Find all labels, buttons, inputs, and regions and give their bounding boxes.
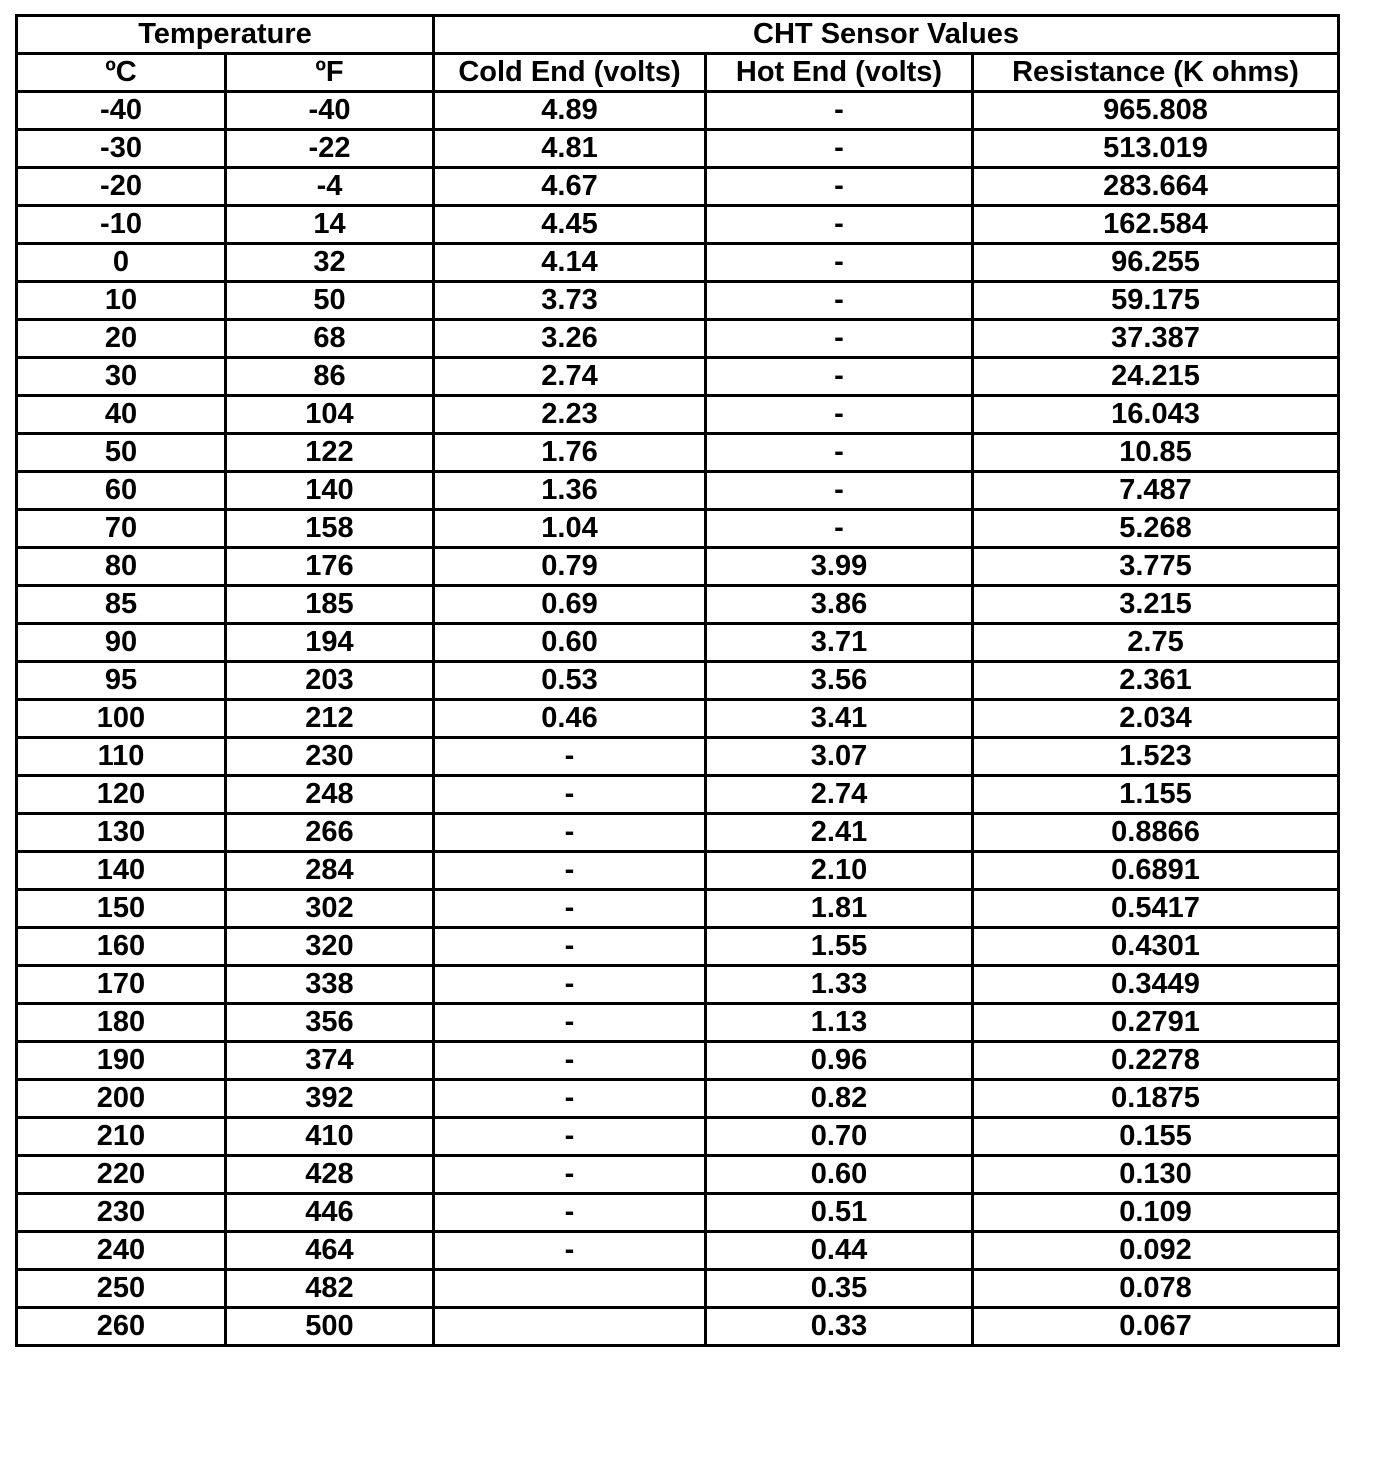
- fahrenheit-cell: 212: [226, 700, 434, 738]
- resistance-cell: 0.1875: [973, 1080, 1339, 1118]
- cold-end-volts-cell: 1.76: [434, 434, 706, 472]
- hot-end-volts-cell: 2.10: [706, 852, 973, 890]
- fahrenheit-cell: 176: [226, 548, 434, 586]
- celsius-cell: 60: [17, 472, 226, 510]
- hot-end-volts-cell: 3.56: [706, 662, 973, 700]
- resistance-cell: 0.067: [973, 1308, 1339, 1346]
- cold-end-volts-cell: -: [434, 890, 706, 928]
- fahrenheit-column-header: ºF: [226, 54, 434, 92]
- hot-end-volts-cell: 0.70: [706, 1118, 973, 1156]
- fahrenheit-cell: 158: [226, 510, 434, 548]
- hot-end-volts-cell: 0.35: [706, 1270, 973, 1308]
- fahrenheit-cell: 320: [226, 928, 434, 966]
- celsius-cell: 260: [17, 1308, 226, 1346]
- resistance-cell: 2.361: [973, 662, 1339, 700]
- fahrenheit-cell: 14: [226, 206, 434, 244]
- hot-end-volts-cell: 0.33: [706, 1308, 973, 1346]
- cold-end-volts-cell: [434, 1270, 706, 1308]
- cold-end-volts-cell: 1.04: [434, 510, 706, 548]
- cold-end-volts-cell: 3.73: [434, 282, 706, 320]
- table-row: [17, 548, 1339, 586]
- table-row: [17, 814, 1339, 852]
- fahrenheit-cell: -40: [226, 92, 434, 130]
- celsius-column-header: ºC: [17, 54, 226, 92]
- celsius-cell: 160: [17, 928, 226, 966]
- hot-end-volts-cell: 0.60: [706, 1156, 973, 1194]
- fahrenheit-cell: 374: [226, 1042, 434, 1080]
- hot-end-volts-cell: -: [706, 396, 973, 434]
- cold-end-volts-cell: -: [434, 1194, 706, 1232]
- table-row: [17, 700, 1339, 738]
- resistance-cell: 10.85: [973, 434, 1339, 472]
- hot-end-volts-cell: 1.55: [706, 928, 973, 966]
- table-row: [17, 1004, 1339, 1042]
- hot-end-volts-cell: 3.07: [706, 738, 973, 776]
- cold-end-volts-cell: 4.89: [434, 92, 706, 130]
- fahrenheit-cell: 194: [226, 624, 434, 662]
- hot-end-column-header: Hot End (volts): [706, 54, 973, 92]
- fahrenheit-cell: 86: [226, 358, 434, 396]
- hot-end-volts-cell: 2.41: [706, 814, 973, 852]
- celsius-cell: 190: [17, 1042, 226, 1080]
- celsius-cell: 170: [17, 966, 226, 1004]
- fahrenheit-cell: 266: [226, 814, 434, 852]
- resistance-cell: 2.75: [973, 624, 1339, 662]
- table-row: [17, 358, 1339, 396]
- cold-end-volts-cell: 1.36: [434, 472, 706, 510]
- table-row: [17, 244, 1339, 282]
- hot-end-volts-cell: -: [706, 282, 973, 320]
- table-row: [17, 510, 1339, 548]
- cold-end-volts-cell: -: [434, 1156, 706, 1194]
- fahrenheit-cell: -4: [226, 168, 434, 206]
- resistance-cell: 162.584: [973, 206, 1339, 244]
- resistance-cell: 16.043: [973, 396, 1339, 434]
- table-row: [17, 1232, 1339, 1270]
- cold-end-volts-cell: -: [434, 1042, 706, 1080]
- celsius-cell: 110: [17, 738, 226, 776]
- celsius-cell: 0: [17, 244, 226, 282]
- cold-end-volts-cell: 0.60: [434, 624, 706, 662]
- resistance-cell: 1.523: [973, 738, 1339, 776]
- celsius-cell: 120: [17, 776, 226, 814]
- table-row: [17, 928, 1339, 966]
- hot-end-volts-cell: -: [706, 320, 973, 358]
- table-row: [17, 472, 1339, 510]
- cold-end-volts-cell: -: [434, 928, 706, 966]
- fahrenheit-cell: 50: [226, 282, 434, 320]
- fahrenheit-cell: 302: [226, 890, 434, 928]
- table-row: [17, 1156, 1339, 1194]
- celsius-cell: 150: [17, 890, 226, 928]
- hot-end-volts-cell: 3.71: [706, 624, 973, 662]
- cold-end-volts-cell: 2.23: [434, 396, 706, 434]
- table-row: [17, 434, 1339, 472]
- fahrenheit-cell: 185: [226, 586, 434, 624]
- fahrenheit-cell: 428: [226, 1156, 434, 1194]
- celsius-cell: 220: [17, 1156, 226, 1194]
- cold-end-volts-cell: 0.53: [434, 662, 706, 700]
- celsius-cell: 230: [17, 1194, 226, 1232]
- celsius-cell: 10: [17, 282, 226, 320]
- cold-end-volts-cell: 4.67: [434, 168, 706, 206]
- resistance-cell: 1.155: [973, 776, 1339, 814]
- cold-end-volts-cell: -: [434, 852, 706, 890]
- table-row: [17, 776, 1339, 814]
- cold-end-volts-cell: 0.46: [434, 700, 706, 738]
- table-header: [17, 16, 1339, 92]
- cold-end-volts-cell: -: [434, 738, 706, 776]
- hot-end-volts-cell: 3.41: [706, 700, 973, 738]
- table-row: [17, 738, 1339, 776]
- resistance-cell: 0.155: [973, 1118, 1339, 1156]
- table-row: [17, 92, 1339, 130]
- cold-end-volts-cell: [434, 1308, 706, 1346]
- cold-end-column-header: Cold End (volts): [434, 54, 706, 92]
- cold-end-volts-cell: 3.26: [434, 320, 706, 358]
- cold-end-volts-cell: -: [434, 966, 706, 1004]
- fahrenheit-cell: 446: [226, 1194, 434, 1232]
- celsius-cell: 70: [17, 510, 226, 548]
- hot-end-volts-cell: -: [706, 472, 973, 510]
- table-row: [17, 206, 1339, 244]
- table-row: [17, 130, 1339, 168]
- hot-end-volts-cell: 0.44: [706, 1232, 973, 1270]
- table-row: [17, 1118, 1339, 1156]
- celsius-cell: -20: [17, 168, 226, 206]
- fahrenheit-cell: 248: [226, 776, 434, 814]
- table-row: [17, 282, 1339, 320]
- hot-end-volts-cell: 0.51: [706, 1194, 973, 1232]
- resistance-cell: 965.808: [973, 92, 1339, 130]
- fahrenheit-cell: -22: [226, 130, 434, 168]
- celsius-cell: 210: [17, 1118, 226, 1156]
- celsius-cell: -40: [17, 92, 226, 130]
- fahrenheit-cell: 392: [226, 1080, 434, 1118]
- resistance-cell: 0.8866: [973, 814, 1339, 852]
- fahrenheit-cell: 356: [226, 1004, 434, 1042]
- table-row: [17, 890, 1339, 928]
- celsius-cell: 50: [17, 434, 226, 472]
- resistance-cell: 0.2278: [973, 1042, 1339, 1080]
- cold-end-volts-cell: -: [434, 1118, 706, 1156]
- celsius-cell: 240: [17, 1232, 226, 1270]
- resistance-cell: 0.109: [973, 1194, 1339, 1232]
- fahrenheit-cell: 230: [226, 738, 434, 776]
- celsius-cell: 180: [17, 1004, 226, 1042]
- resistance-cell: 283.664: [973, 168, 1339, 206]
- cht-sensor-values-group-header: CHT Sensor Values: [434, 16, 1339, 54]
- resistance-cell: 0.130: [973, 1156, 1339, 1194]
- cold-end-volts-cell: -: [434, 814, 706, 852]
- hot-end-volts-cell: 0.96: [706, 1042, 973, 1080]
- hot-end-volts-cell: -: [706, 168, 973, 206]
- group-header-row: [17, 16, 1339, 54]
- cold-end-volts-cell: -: [434, 1004, 706, 1042]
- hot-end-volts-cell: 0.82: [706, 1080, 973, 1118]
- hot-end-volts-cell: 1.13: [706, 1004, 973, 1042]
- fahrenheit-cell: 122: [226, 434, 434, 472]
- hot-end-volts-cell: 3.86: [706, 586, 973, 624]
- fahrenheit-cell: 32: [226, 244, 434, 282]
- celsius-cell: -30: [17, 130, 226, 168]
- resistance-cell: 37.387: [973, 320, 1339, 358]
- celsius-cell: 90: [17, 624, 226, 662]
- table-body: [17, 92, 1339, 1346]
- table-row: [17, 1308, 1339, 1346]
- column-header-row: [17, 54, 1339, 92]
- fahrenheit-cell: 68: [226, 320, 434, 358]
- table-row: [17, 1080, 1339, 1118]
- cold-end-volts-cell: 4.45: [434, 206, 706, 244]
- resistance-cell: 3.215: [973, 586, 1339, 624]
- resistance-cell: 0.2791: [973, 1004, 1339, 1042]
- fahrenheit-cell: 410: [226, 1118, 434, 1156]
- resistance-cell: 3.775: [973, 548, 1339, 586]
- hot-end-volts-cell: -: [706, 206, 973, 244]
- table-row: [17, 1042, 1339, 1080]
- resistance-cell: 59.175: [973, 282, 1339, 320]
- cold-end-volts-cell: -: [434, 776, 706, 814]
- hot-end-volts-cell: 1.33: [706, 966, 973, 1004]
- resistance-cell: 0.3449: [973, 966, 1339, 1004]
- table-row: [17, 320, 1339, 358]
- hot-end-volts-cell: -: [706, 92, 973, 130]
- fahrenheit-cell: 140: [226, 472, 434, 510]
- table-row: [17, 168, 1339, 206]
- table-row: [17, 852, 1339, 890]
- temperature-group-header: Temperature: [17, 16, 434, 54]
- cold-end-volts-cell: 0.79: [434, 548, 706, 586]
- celsius-cell: 100: [17, 700, 226, 738]
- celsius-cell: 250: [17, 1270, 226, 1308]
- table-row: [17, 586, 1339, 624]
- table-row: [17, 624, 1339, 662]
- resistance-cell: 0.092: [973, 1232, 1339, 1270]
- hot-end-volts-cell: -: [706, 130, 973, 168]
- resistance-column-header: Resistance (K ohms): [973, 54, 1339, 92]
- fahrenheit-cell: 464: [226, 1232, 434, 1270]
- table-row: [17, 966, 1339, 1004]
- resistance-cell: 2.034: [973, 700, 1339, 738]
- hot-end-volts-cell: -: [706, 510, 973, 548]
- cold-end-volts-cell: 0.69: [434, 586, 706, 624]
- cht-sensor-table-container: [15, 14, 1340, 1347]
- cht-sensor-table: [15, 14, 1340, 1347]
- fahrenheit-cell: 284: [226, 852, 434, 890]
- resistance-cell: 0.6891: [973, 852, 1339, 890]
- hot-end-volts-cell: 3.99: [706, 548, 973, 586]
- fahrenheit-cell: 104: [226, 396, 434, 434]
- resistance-cell: 0.078: [973, 1270, 1339, 1308]
- celsius-cell: -10: [17, 206, 226, 244]
- fahrenheit-cell: 500: [226, 1308, 434, 1346]
- resistance-cell: 0.5417: [973, 890, 1339, 928]
- celsius-cell: 30: [17, 358, 226, 396]
- table-row: [17, 662, 1339, 700]
- cold-end-volts-cell: 4.81: [434, 130, 706, 168]
- cold-end-volts-cell: -: [434, 1232, 706, 1270]
- fahrenheit-cell: 482: [226, 1270, 434, 1308]
- table-row: [17, 396, 1339, 434]
- cold-end-volts-cell: -: [434, 1080, 706, 1118]
- resistance-cell: 0.4301: [973, 928, 1339, 966]
- hot-end-volts-cell: -: [706, 434, 973, 472]
- celsius-cell: 85: [17, 586, 226, 624]
- hot-end-volts-cell: -: [706, 244, 973, 282]
- celsius-cell: 200: [17, 1080, 226, 1118]
- fahrenheit-cell: 203: [226, 662, 434, 700]
- resistance-cell: 5.268: [973, 510, 1339, 548]
- cold-end-volts-cell: 4.14: [434, 244, 706, 282]
- table-row: [17, 1270, 1339, 1308]
- celsius-cell: 40: [17, 396, 226, 434]
- hot-end-volts-cell: -: [706, 358, 973, 396]
- resistance-cell: 96.255: [973, 244, 1339, 282]
- fahrenheit-cell: 338: [226, 966, 434, 1004]
- celsius-cell: 130: [17, 814, 226, 852]
- celsius-cell: 140: [17, 852, 226, 890]
- hot-end-volts-cell: 2.74: [706, 776, 973, 814]
- table-row: [17, 1194, 1339, 1232]
- celsius-cell: 20: [17, 320, 226, 358]
- cold-end-volts-cell: 2.74: [434, 358, 706, 396]
- resistance-cell: 24.215: [973, 358, 1339, 396]
- hot-end-volts-cell: 1.81: [706, 890, 973, 928]
- resistance-cell: 513.019: [973, 130, 1339, 168]
- celsius-cell: 95: [17, 662, 226, 700]
- celsius-cell: 80: [17, 548, 226, 586]
- resistance-cell: 7.487: [973, 472, 1339, 510]
